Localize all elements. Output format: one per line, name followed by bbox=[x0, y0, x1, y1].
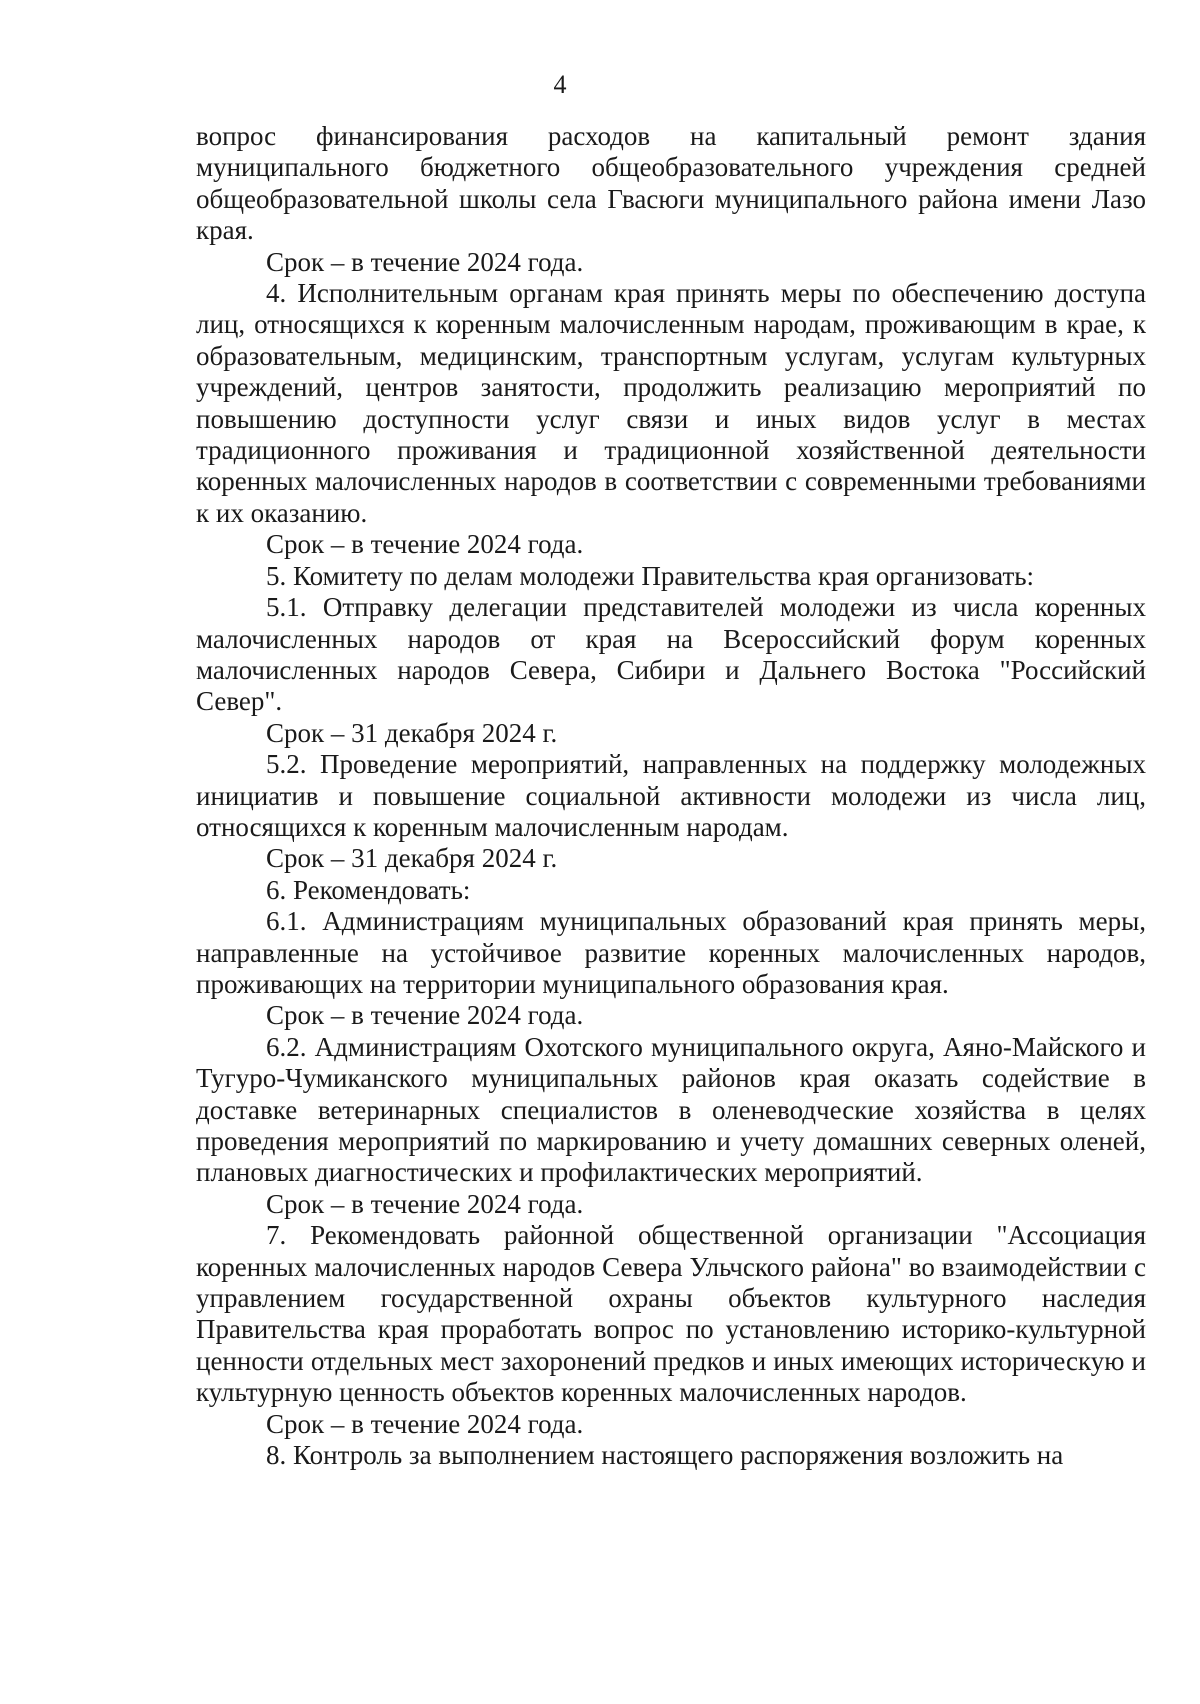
item-6-2: 6.2. Администрациям Охотского муниципального округа, Аяно-Майского и Тугуро-Чумиканского муниципальных районов края оказать содействие в доставке ветеринарных специалистов в оленеводческие хозяйства в целях проведения мероприятий по маркированию и учету домашних северных оленей, плановых диагностических и профилактических мероприятий. bbox=[196, 1031, 1146, 1188]
deadline-line: Срок – 31 декабря 2024 г. bbox=[266, 717, 558, 748]
deadline-line: Срок – в течение 2024 года. bbox=[266, 529, 584, 560]
item-4: 4. Исполнительным органам края принять меры по обеспечению доступа лиц, относящихся к коренным малочисленным народам, проживающим в крае, к образовательным, медицинским, транспортным услугам, услугам культурных учреждений, центров занятости, продолжить реализацию мероприятий по повышению доступности услуг связи и иных видов услуг в местах традиционного проживания и традиционной хозяйственной деятельности коренных малочисленных народов в соответствии с современными требованиями к их оказанию. bbox=[196, 278, 1146, 528]
deadline-line: Срок – в течение 2024 года. bbox=[266, 1408, 584, 1439]
item-7: 7. Рекомендовать районной общественной организации "Ассоциация коренных малочисленных народов Севера Ульчского района" во взаимодействии с управлением государственной охраны объектов культурного наследия Правительства края проработать вопрос по установлению историко-культурной ценности отдельных мест захоронений предков и иных имеющих историческую и культурную ценность объектов коренных малочисленных народов. bbox=[196, 1220, 1146, 1408]
item-5-2: 5.2. Проведение мероприятий, направленных на поддержку молодежных инициатив и повышение социальной активности молодежи из числа лиц, относящихся к коренным малочисленным народам. bbox=[196, 749, 1146, 842]
item-8: 8. Контроль за выполнением настоящего распоряжения возложить на bbox=[266, 1440, 1064, 1471]
paragraph-continuation: вопрос финансирования расходов на капитальный ремонт здания муниципального бюджетного общеобразовательного учреждения средней общеобразовательной школы села Гвасюги муниципального района имени Лазо края. bbox=[196, 121, 1146, 246]
item-5-1: 5.1. Отправку делегации представителей молодежи из числа коренных малочисленных народов от края на Всероссийский форум коренных малочисленных народов Севера, Сибири и Дальнего Востока "Российский Север". bbox=[196, 592, 1146, 717]
deadline-line: Срок – в течение 2024 года. bbox=[266, 1188, 584, 1219]
deadline-line: Срок – в течение 2024 года. bbox=[266, 1000, 584, 1031]
deadline-line: Срок – в течение 2024 года. bbox=[266, 246, 584, 277]
deadline-line: Срок – 31 декабря 2024 г. bbox=[266, 843, 558, 874]
item-6-1: 6.1. Администрациям муниципальных образований края принять меры, направленные на устойчивое развитие коренных малочисленных народов, проживающих на территории муниципального образования края. bbox=[196, 906, 1146, 999]
item-6: 6. Рекомендовать: bbox=[266, 874, 471, 905]
page-number: 4 bbox=[553, 70, 567, 99]
document-body bbox=[196, 121, 1146, 1471]
item-5: 5. Комитету по делам молодежи Правительства края организовать: bbox=[266, 560, 1035, 591]
